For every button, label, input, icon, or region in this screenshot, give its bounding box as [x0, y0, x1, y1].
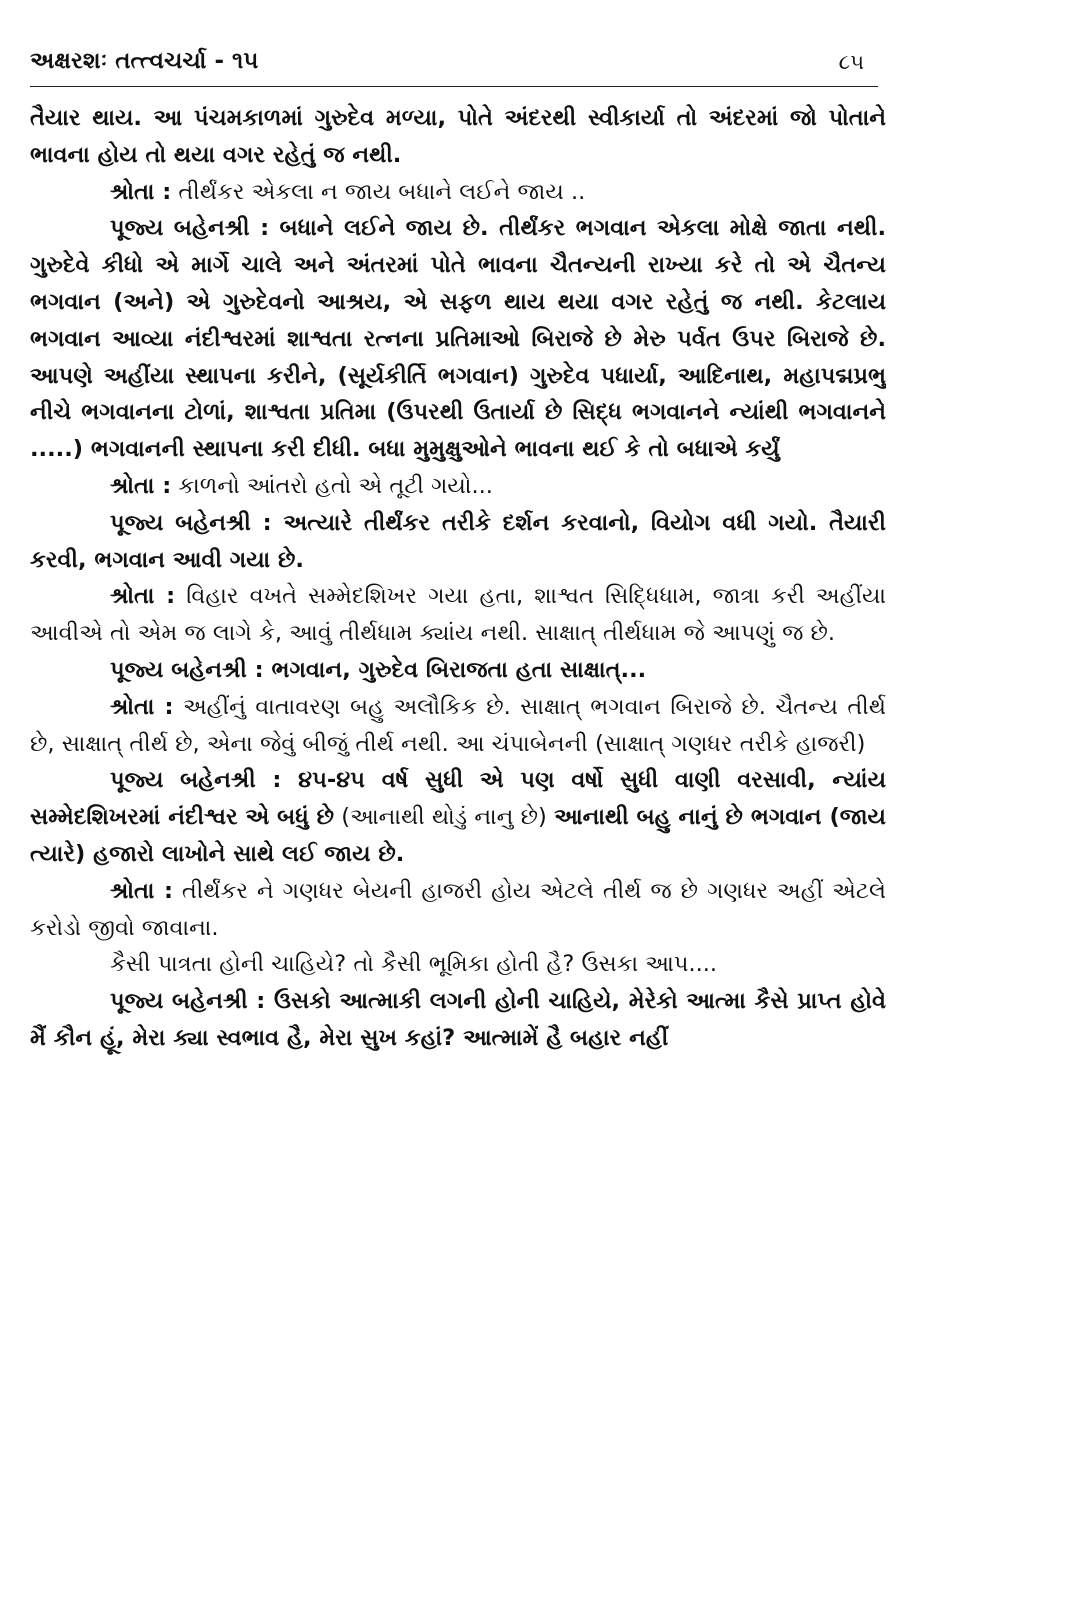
paragraph-question-plain	[30, 946, 886, 983]
speaker-label: શ્રોતા :	[110, 693, 174, 720]
paragraph-text: ભગવાન, ગુરુદેવ બિરાજતા હતા સાક્ષાત્...	[263, 656, 647, 683]
paragraph-question	[30, 689, 886, 763]
speaker-label: પૂજ્ય બહેનશ્રી :	[110, 656, 264, 683]
speaker-label: પૂજ્ય બહેનશ્રી :	[110, 215, 270, 242]
speaker-label: પૂજ્ય બહેનશ્રી :	[110, 509, 272, 536]
paragraph-text: ૪૫-૪૫ વર્ષ સુધી એ પણ વર્ષો સુધી વાણી વરસાવી, ન્યાંય સમ્મેદશિખરમાં નંદીશ્વર એ બધું છે	[30, 767, 886, 831]
paragraph-text: તીર્થંકર એકલા ન જાય બધાને લઈને જાય ..	[171, 178, 586, 205]
paragraph-text: વિહાર વખતે સમ્મેદશિખર ગયા હતા, શાશ્વત સિદ્ધિધામ, જાત્રા કરી અહીંયા આવીએ તો એમ જ લાગે કે, આવું તીર્થધામ ક્યાંય નથી. સાક્ષાત્ તીર્થધામ જે આપણું જ છે.	[30, 583, 886, 647]
paragraph-answer	[30, 762, 886, 872]
paragraph-text: કાળનો આંતરો હતો એ તૂટી ગયો...	[171, 472, 493, 499]
paragraph-text: અત્યારે તીર્થંકર તરીકે દર્શન કરવાનો, વિયોગ વધી ગયો. તૈયારી કરવી, ભગવાન આવી ગયા છે.	[30, 509, 886, 573]
paragraph-question	[30, 468, 886, 505]
paragraph-aside: (આનાથી થોડું નાનુ છે)	[334, 804, 555, 831]
page-header	[30, 46, 878, 87]
speaker-label: પૂજ્ય બહેનશ્રી :	[110, 988, 266, 1015]
running-title: અક્ષરશઃ તત્ત્વચર્ચા - ૧૫	[30, 48, 259, 74]
paragraph-answer	[30, 210, 886, 468]
page-body	[30, 100, 886, 1590]
paragraph-question	[30, 174, 886, 211]
paragraph-question	[30, 873, 886, 947]
speaker-label: શ્રોતા :	[110, 178, 172, 205]
paragraph-text: અહીંનું વાતાવરણ બહુ અલૌકિક છે. સાક્ષાત્ ભગવાન બિરાજે છે. ચૈતન્ય તીર્થ છે, સાક્ષાત્ તીર્થ છે, એના જેવું બીજું તીર્થ નથી. આ ચંપાબેનની (સાક્ષાત્ ગણધર તરીકે હાજરી)	[30, 693, 886, 757]
paragraph-answer	[30, 505, 886, 579]
paragraph-answer	[30, 652, 886, 689]
page-number: ૮૫	[838, 50, 864, 74]
paragraph-text-after: આનાથી બહુ નાનું છે ભગવાન (જાય ત્યારે) હજારો લાખોને સાથે લઈ જાય છે.	[30, 804, 886, 867]
paragraph-text: તૈયાર થાય. આ પંચમકાળમાં ગુરુદેવ મળ્યા, પોતે અંદરથી સ્વીકાર્યા તો અંદરમાં જો પોતાને ભાવના હોય તો થયા વગર રહેતું જ નથી.	[30, 105, 886, 168]
paragraph-question	[30, 578, 886, 652]
paragraph-text: બધાને લઈને જાય છે. તીર્થંકર ભગવાન એકલા મોક્ષે જાતા નથી. ગુરુદેવે કીધો એ માર્ગે ચાલે અને અંતરમાં પોતે ભાવના ચૈતન્યની રાખ્યા કરે તો એ ચૈતન્ય ભગવાન (અને) એ ગુરુદેવનો આશ્રય, એ સફળ થાય થયા વગર રહેતું જ નથી. કેટલાય ભગવાન આવ્યા નંદીશ્વરમાં શાશ્વતા રત્નના પ્રતિમાઓ બિરાજે છે મેરુ પર્વત ઉપર બિરાજે છે. આપણે અહીંયા સ્થાપના કરીને, (સૂર્યકીર્તિ ભગવાન) ગુરુદેવ પધાર્યા, આદિનાથ, મહાપદ્મપ્રભુ નીચે ભગવાનના ટોળાં, શાશ્વતા પ્રતિમા (ઉપરથી ઉતાર્યા છે સિદ્ધ ભગવાનને ન્યાંથી ભગવાનને .....) ભગવાનની સ્થાપના કરી દીધી. બધા મુમુક્ષુઓને ભાવના થઈ કે તો બધાએ કર્યું	[30, 215, 886, 463]
speaker-label: શ્રોતા :	[110, 583, 176, 610]
speaker-label: શ્રોતા :	[110, 877, 173, 904]
paragraph-text: ઉસકો આત્માકી લગની હોની ચાહિયે, મેરેકો આત્મા કૈસે પ્રાપ્ત હોવે મૈં કૌન હૂં, મેરા ક્યા સ્વભાવ હૈ, મેરા સુખ કહાં? આત્મામેં હૈ બહાર નહીં	[30, 988, 886, 1051]
paragraph-text: તીર્થંકર ને ગણધર બેયની હાજરી હોય એટલે તીર્થ જ છે ગણધર અહીં એટલે કરોડો જીવો જાવાના.	[30, 877, 886, 941]
paragraph-answer-continued	[30, 100, 886, 174]
paragraph-text: કૈસી પાત્રતા હોની ચાહિયે? તો કૈસી ભૂમિકા હોતી હૈ? ઉસકા આપ....	[110, 951, 718, 978]
speaker-label: પૂજ્ય બહેનશ્રી :	[110, 767, 282, 794]
speaker-label: શ્રોતા :	[110, 472, 172, 499]
paragraph-answer	[30, 983, 886, 1057]
